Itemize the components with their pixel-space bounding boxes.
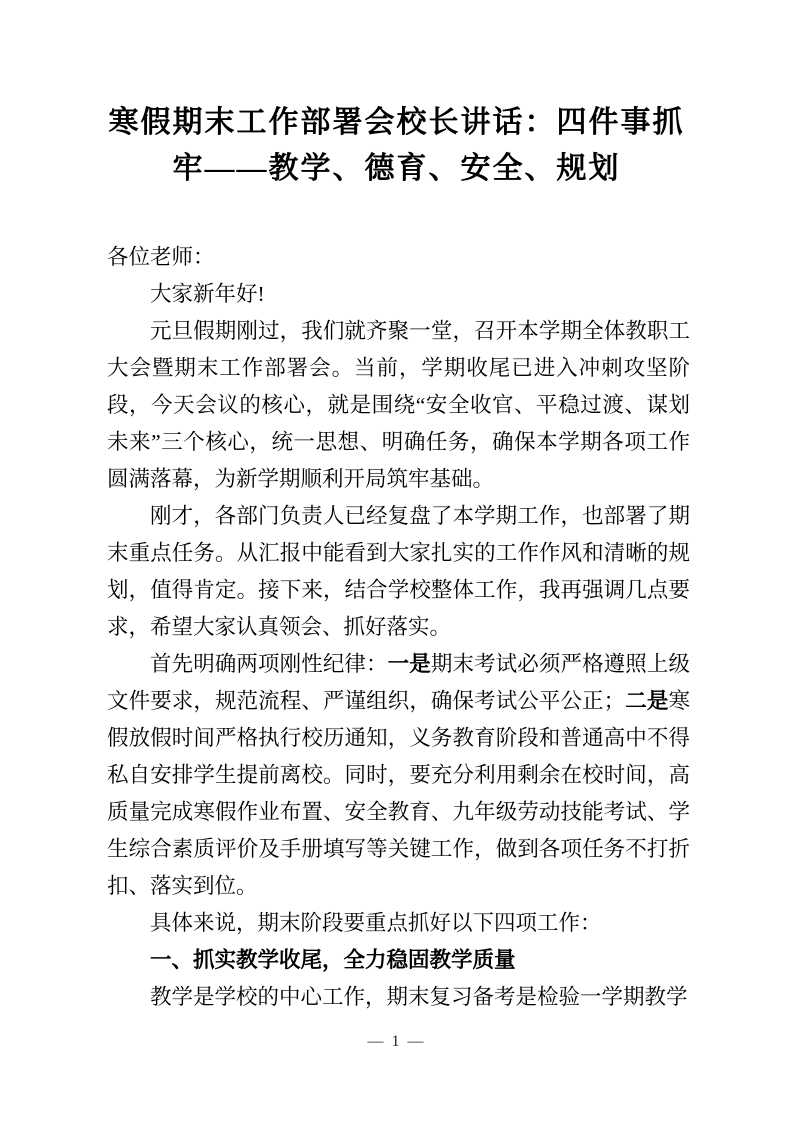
- text-run: 各位老师：: [107, 245, 215, 269]
- paragraph: [107, 498, 690, 646]
- paragraph: [107, 905, 690, 942]
- text-run: 首先明确两项刚性纪律：: [150, 652, 388, 676]
- emphasis-text: 一是: [387, 652, 431, 676]
- text-run: 期末考试必须严格遵照上级文件要求，规范流程、严谨组织，确保考试公平公正；: [107, 652, 690, 713]
- text-run: 元旦假期刚过，我们就齐聚一堂，召开本学期全体教职工大会暨期末工作部署会。当前，学期收尾已进入冲刺攻坚阶段，今天会议的核心，就是围绕“安全收官、平稳过渡、谋划未来”三个核心，统一思想、明确任务，确保本学期各项工作圆满落幕，为新学期顺利开局筑牢基础。: [107, 319, 690, 491]
- emphasis-text: 一、抓实教学收尾，全力稳固教学质量: [150, 948, 516, 972]
- section-heading: [107, 942, 690, 979]
- page-number: — 1 —: [367, 1033, 426, 1050]
- text-run: 大家新年好!: [150, 282, 265, 306]
- paragraph: [107, 646, 690, 905]
- emphasis-text: 二是: [625, 689, 669, 713]
- document-title: [0, 0, 793, 192]
- text-run: 刚才，各部门负责人已经复盘了本学期工作，也部署了期末重点任务。从汇报中能看到大家扎实的工作作风和清晰的规划，值得肯定。接下来，结合学校整体工作，我再强调几点要求，希望大家认真领会、抓好落实。: [107, 504, 690, 639]
- document-body: [107, 239, 690, 1016]
- text-run: 具体来说，期末阶段要重点抓好以下四项工作：: [150, 911, 602, 935]
- text-run: 寒假放假时间严格执行校历通知，义务教育阶段和普通高中不得私自安排学生提前离校。同时，要充分利用剩余在校时间，高质量完成寒假作业布置、安全教育、九年级劳动技能考试、学生综合素质评价及手册填写等关键工作，做到各项任务不打折扣、落实到位。: [107, 689, 690, 898]
- paragraph: [107, 979, 690, 1016]
- paragraph: [107, 239, 690, 276]
- title-line-2: 牢——教学、德育、安全、规划: [172, 152, 621, 185]
- paragraph: [107, 276, 690, 313]
- title-line-1: 寒假期末工作部署会校长讲话：四件事抓: [108, 106, 685, 139]
- text-run: 教学是学校的中心工作，期末复习备考是检验一学期教学: [150, 985, 688, 1009]
- paragraph: [107, 313, 690, 498]
